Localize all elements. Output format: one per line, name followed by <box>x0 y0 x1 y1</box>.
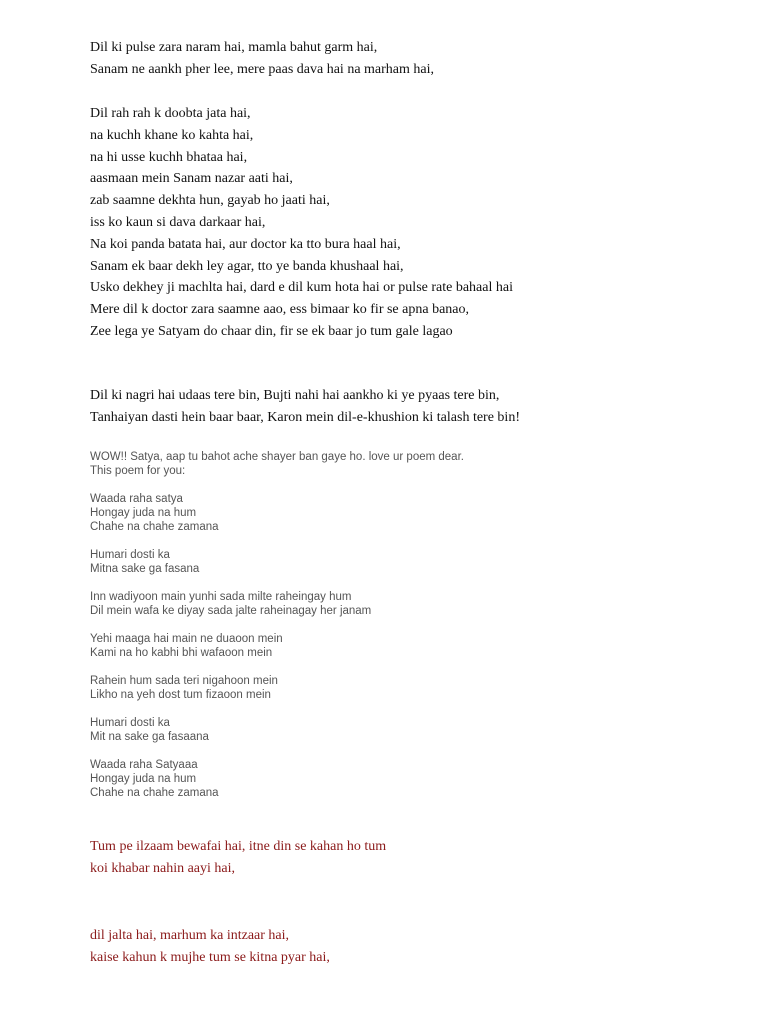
poem-line: zab saamne dekhta hun, gayab ho jaati hai, <box>90 193 330 209</box>
poem-line: iss ko kaun si dava darkaar hai, <box>90 214 266 230</box>
poem-line: Sanam ek baar dekh ley agar, tto ye banda khushaal hai, <box>90 258 404 274</box>
poem1-stanza2 <box>90 103 748 343</box>
comment-line: Waada raha Satyaaa <box>90 759 198 771</box>
comment-line: Inn wadiyoon main yunhi sada milte raheingay hum <box>90 591 352 603</box>
poem-line: koi khabar nahin aayi hai, <box>90 860 236 876</box>
poem-line: Sanam ne aankh pher lee, mere paas dava hai na marham hai, <box>90 61 435 77</box>
comment-line: Mit na sake ga fasaana <box>90 731 209 743</box>
poem3-stanza2 <box>90 925 748 969</box>
comment-line: Dil mein wafa ke diyay sada jalte raheinagay her janam <box>90 605 372 617</box>
poem-line: na kuchh khane ko kahta hai, <box>90 127 254 143</box>
comment-line: This poem for you: <box>90 465 186 477</box>
comment-line: WOW!! Satya, aap tu bahot ache shayer ban gaye ho. love ur poem dear. <box>90 451 464 463</box>
comment-line: Kami na ho kabhi bhi wafaoon mein <box>90 647 273 659</box>
comment-stanza <box>90 674 748 702</box>
comment-stanza <box>90 632 748 660</box>
comment-stanza <box>90 548 748 576</box>
comment-line: Hongay juda na hum <box>90 773 197 785</box>
comment-intro <box>90 450 748 478</box>
comment-stanza <box>90 492 748 534</box>
poem-line: aasmaan mein Sanam nazar aati hai, <box>90 171 293 187</box>
poem-line: Na koi panda batata hai, aur doctor ka tto bura haal hai, <box>90 236 401 252</box>
comment-stanza <box>90 716 748 744</box>
comment-line: Humari dosti ka <box>90 549 170 561</box>
comment-stanza <box>90 590 748 618</box>
poem-line: Dil ki nagri hai udaas tere bin, Bujti nahi hai aankho ki ye pyaas tere bin, <box>90 388 500 403</box>
poem-line: Mere dil k doctor zara saamne aao, ess bimaar ko fir se apna banao, <box>90 302 470 318</box>
poem-line: dil jalta hai, marhum ka intzaar hai, <box>90 928 290 943</box>
poem-line: Usko dekhey ji machlta hai, dard e dil kum hota hai or pulse rate bahaal hai <box>90 280 513 296</box>
poem-line: kaise kahun k mujhe tum se kitna pyar hai, <box>90 949 330 965</box>
comment-line: Humari dosti ka <box>90 717 170 729</box>
comment-block <box>90 450 748 814</box>
poem1-stanza1 <box>90 37 748 81</box>
poem-line: Dil ki pulse zara naram hai, mamla bahut garm hai, <box>90 40 378 55</box>
poem-line: Dil rah rah k doobta jata hai, <box>90 106 251 121</box>
poem-line: Tum pe ilzaam bewafai hai, itne din se kahan ho tum <box>90 839 387 854</box>
comment-line: Rahein hum sada teri nigahoon mein <box>90 675 278 687</box>
comment-line: Chahe na chahe zamana <box>90 787 219 799</box>
poem-line: Tanhaiyan dasti hein baar baar, Karon mein dil-e-khushion ki talash tere bin! <box>90 409 520 425</box>
comment-line: Mitna sake ga fasana <box>90 563 200 575</box>
poem2 <box>90 385 748 429</box>
comment-line: Yehi maaga hai main ne duaoon mein <box>90 633 283 645</box>
comment-line: Hongay juda na hum <box>90 507 197 519</box>
comment-line: Waada raha satya <box>90 493 183 505</box>
comment-line: Chahe na chahe zamana <box>90 521 219 533</box>
comment-stanza <box>90 758 748 800</box>
poem-line: Zee lega ye Satyam do chaar din, fir se ek baar jo tum gale lagao <box>90 323 453 339</box>
comment-line: Likho na yeh dost tum fizaoon mein <box>90 689 271 701</box>
poem3-stanza1 <box>90 836 748 880</box>
poem-line: na hi usse kuchh bhataa hai, <box>90 149 248 165</box>
